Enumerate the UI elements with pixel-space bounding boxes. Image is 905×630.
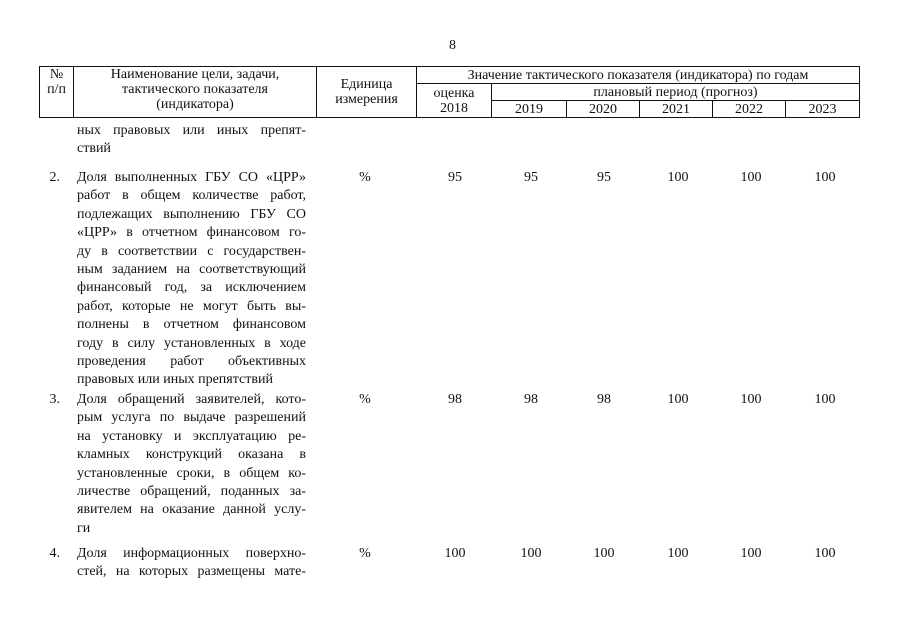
continuation-text [77, 122, 306, 159]
header-year: 2022 [713, 101, 786, 118]
text-line: явителем на оказание данной услу- [77, 502, 306, 518]
header-name-line2: тактического показателя [122, 82, 268, 97]
text-line: кламных конструкций оказана в [77, 447, 306, 463]
row-number: 4. [49, 546, 60, 561]
value-2018: 95 [448, 170, 462, 185]
value-2018: 100 [444, 546, 466, 561]
value-2020: 100 [593, 546, 615, 561]
header-value-title: Значение тактического показателя (индикатора) по годам [417, 67, 860, 84]
value-2019: 100 [520, 546, 542, 561]
text-line: финансовый год, за исключением [77, 280, 306, 296]
header-year: 2023 [786, 101, 860, 118]
row-name [77, 391, 306, 538]
text-line: правовых или иных препятствий [77, 372, 273, 388]
table-header [39, 66, 860, 118]
row-name [77, 545, 306, 582]
text-line: Доля информационных поверхно- [77, 546, 306, 561]
header-unit-line2: измерения [335, 92, 398, 107]
value-2020: 95 [597, 170, 611, 185]
text-line: году в силу установленных в ходе [77, 335, 306, 351]
header-number-abbr: п/п [47, 82, 66, 97]
text-line: Доля обращений заявителей, кото- [77, 392, 306, 407]
text-line: стей, на которых размещены мате- [77, 564, 306, 580]
value-2019: 98 [524, 392, 538, 407]
text-line: личестве обращений, поданных за- [77, 484, 306, 500]
value-2023: 100 [814, 170, 836, 185]
header-name-cell [74, 67, 317, 118]
value-2023: 100 [814, 546, 836, 561]
row-unit: % [359, 546, 371, 561]
text-line: полнены в отчетном финансовом [77, 317, 306, 333]
value-2020: 98 [597, 392, 611, 407]
text-line: работ, которые не могут быть вы- [77, 298, 306, 314]
header-estimate-year: 2018 [440, 100, 468, 116]
text-line: ных правовых или иных препят- [77, 123, 306, 138]
row-unit: % [359, 170, 371, 185]
value-2021: 100 [667, 392, 689, 407]
value-2022: 100 [740, 170, 762, 185]
text-line: Доля выполненных ГБУ СО «ЦРР» [77, 170, 306, 185]
text-line: ду в соответствии с государствен- [77, 243, 306, 259]
row-number: 2. [49, 170, 60, 185]
value-2021: 100 [667, 546, 689, 561]
header-estimate-label: оценка [433, 85, 475, 101]
value-2023: 100 [814, 392, 836, 407]
value-2022: 100 [740, 392, 762, 407]
text-line: подлежащих выполнению ГБУ СО [77, 206, 306, 222]
header-year: 2020 [567, 101, 640, 118]
header-number-sign: № [49, 67, 64, 82]
value-2019: 95 [524, 170, 538, 185]
page-number: 8 [449, 38, 456, 53]
text-line: «ЦРР» в отчетном финансовом го- [77, 225, 306, 241]
value-2021: 100 [667, 170, 689, 185]
text-line: на установку и эксплуатацию ре- [77, 428, 306, 444]
header-unit-line1: Единица [340, 77, 393, 92]
header-planned-label: плановый период (прогноз) [492, 84, 860, 101]
header-year: 2021 [640, 101, 713, 118]
header-unit-cell [317, 67, 417, 118]
header-name-line3: (индикатора) [156, 97, 234, 112]
header-year: 2019 [492, 101, 567, 118]
text-line: ным заданием на соответствующий [77, 262, 306, 278]
text-line: установленные сроки, в общем ко- [77, 465, 306, 481]
header-number-cell [40, 67, 74, 118]
row-name [77, 169, 306, 390]
row-number: 3. [49, 392, 60, 407]
text-line: ги [77, 520, 91, 536]
header-estimate-cell [417, 84, 492, 118]
row-unit: % [359, 392, 371, 407]
header-name-line1: Наименование цели, задачи, [110, 67, 280, 82]
value-2022: 100 [740, 546, 762, 561]
value-2018: 98 [448, 392, 462, 407]
text-line: рым услуга по выдаче разрешений [77, 410, 306, 426]
text-line: работ в общем количестве работ, [77, 188, 306, 204]
text-line: проведения работ объективных [77, 354, 306, 370]
text-line: ствий [77, 141, 111, 157]
